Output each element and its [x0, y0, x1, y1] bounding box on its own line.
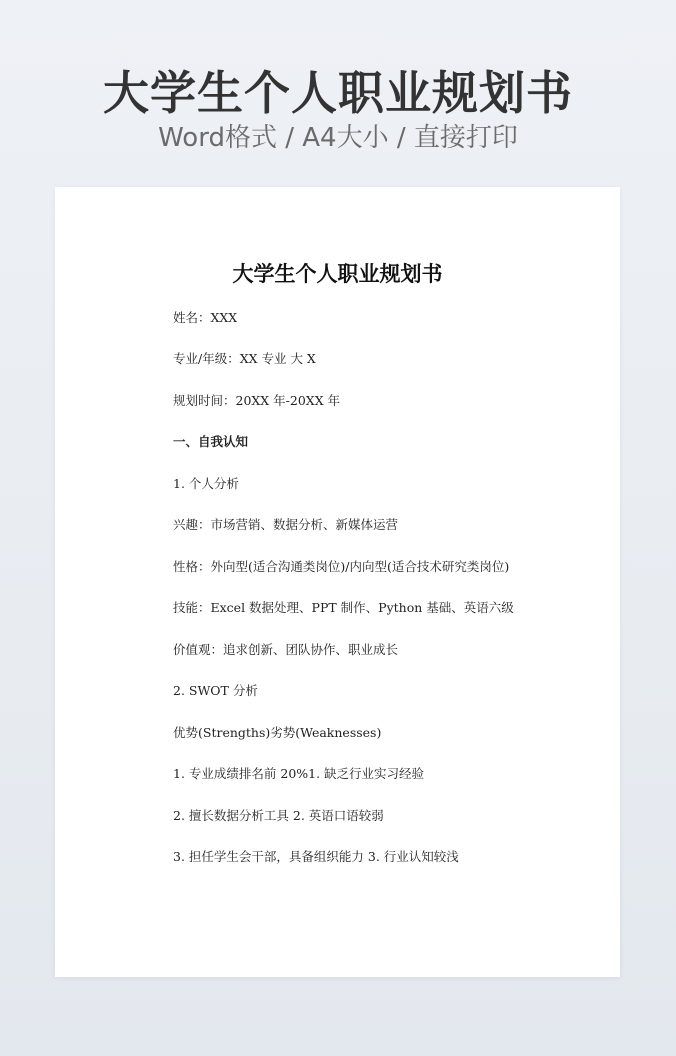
skills-line: 技能：Excel 数据处理、PPT 制作、Python 基础、英语六级 [173, 600, 514, 615]
banner-title: 大学生个人职业规划书 [103, 66, 573, 120]
subsection-heading: 1. 个人分析 [173, 476, 239, 491]
name-line: 姓名：XXX [173, 310, 238, 325]
swot-row: 1. 专业成绩排名前 20%1. 缺乏行业实习经验 [173, 766, 425, 781]
section-heading: 一、自我认知 [173, 434, 249, 449]
personality-line: 性格：外向型(适合沟通类岗位)/内向型(适合技术研究类岗位) [173, 559, 510, 574]
document-title: 大学生个人职业规划书 [232, 261, 443, 286]
interests-line: 兴趣：市场营销、数据分析、新媒体运营 [173, 517, 399, 532]
planning-period-line: 规划时间：20XX 年-20XX 年 [173, 393, 341, 408]
values-line: 价值观：追求创新、团队协作、职业成长 [173, 642, 399, 657]
swot-row: 2. 擅长数据分析工具 2. 英语口语较弱 [173, 808, 384, 823]
major-grade-line: 专业/年级：XX 专业 大 X [173, 351, 316, 366]
swot-row: 3. 担任学生会干部，具备组织能力 3. 行业认知较浅 [173, 849, 459, 864]
subsection-heading: 2. SWOT 分析 [173, 683, 258, 698]
banner-subtitle: Word格式 / A4大小 / 直接打印 [158, 123, 518, 153]
document-page [55, 187, 620, 977]
swot-columns-line: 优势(Strengths)劣势(Weaknesses) [173, 725, 382, 740]
